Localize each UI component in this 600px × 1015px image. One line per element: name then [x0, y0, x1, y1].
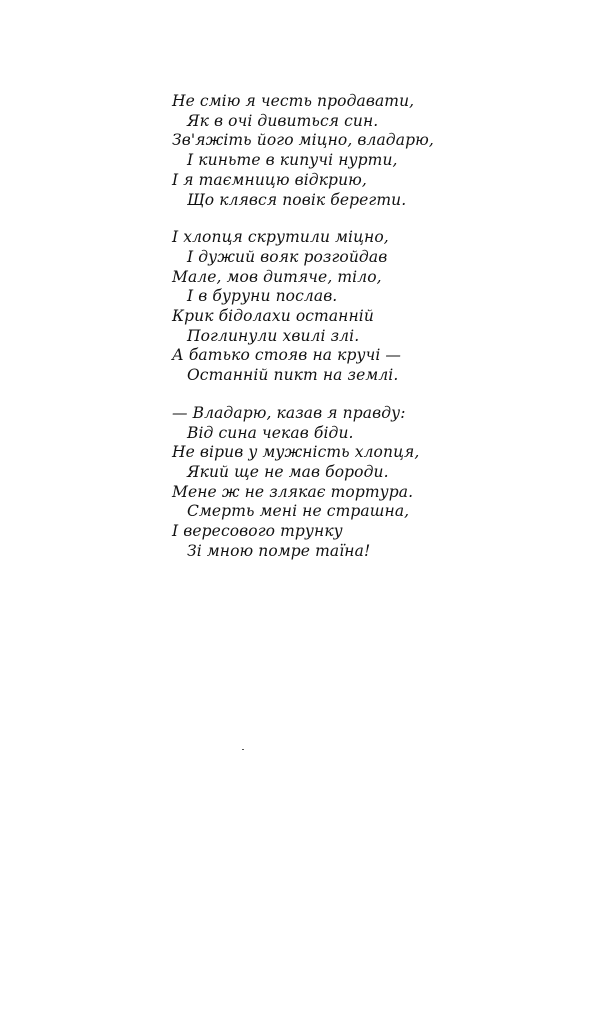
poem-line: Мене ж не злякає тортура.	[172, 482, 414, 501]
stanza-3	[172, 404, 432, 562]
poem-line: Мале, мов дитяче, тіло,	[172, 267, 382, 286]
poem-line: Поглинули хвилі злі.	[187, 326, 360, 345]
print-speck	[242, 749, 244, 750]
poem-line: Останній пикт на землі.	[187, 366, 399, 385]
poem-line: Як в очі дивиться син.	[187, 111, 379, 130]
poem-line: Що клявся повік берегти.	[187, 190, 407, 209]
poem-line: Не смію я честь продавати,	[172, 92, 415, 110]
stanza-2	[172, 228, 432, 386]
poem-line: Зв'яжіть його міцно, владарю,	[172, 131, 434, 150]
poem-line: І дужий вояк розгойдав	[187, 247, 388, 266]
poem-line: А батько стояв на кручі —	[172, 346, 402, 365]
poem-line: Який ще не мав бороди.	[187, 462, 389, 481]
poem-line: І я таємницю відкрию,	[172, 170, 367, 189]
poem-line: Крик бідолахи останній	[172, 307, 374, 326]
poem-line: І хлопця скрутили міцно,	[172, 228, 389, 247]
poem-line: Зі мною помре таїна!	[187, 541, 371, 560]
stanza-1	[172, 92, 432, 210]
poem	[172, 92, 432, 579]
poem-line: Не вірив у мужність хлопця,	[172, 443, 420, 462]
poem-line: І в буруни послав.	[187, 287, 338, 306]
poem-line: І вересового трунку	[172, 522, 343, 541]
poem-line: Від сина чекав біди.	[187, 423, 354, 442]
poem-line: І киньте в кипучі нурти,	[187, 151, 398, 170]
poem-line: — Владарю, казав я правду:	[172, 403, 406, 422]
poem-line: Смерть мені не страшна,	[187, 502, 410, 521]
